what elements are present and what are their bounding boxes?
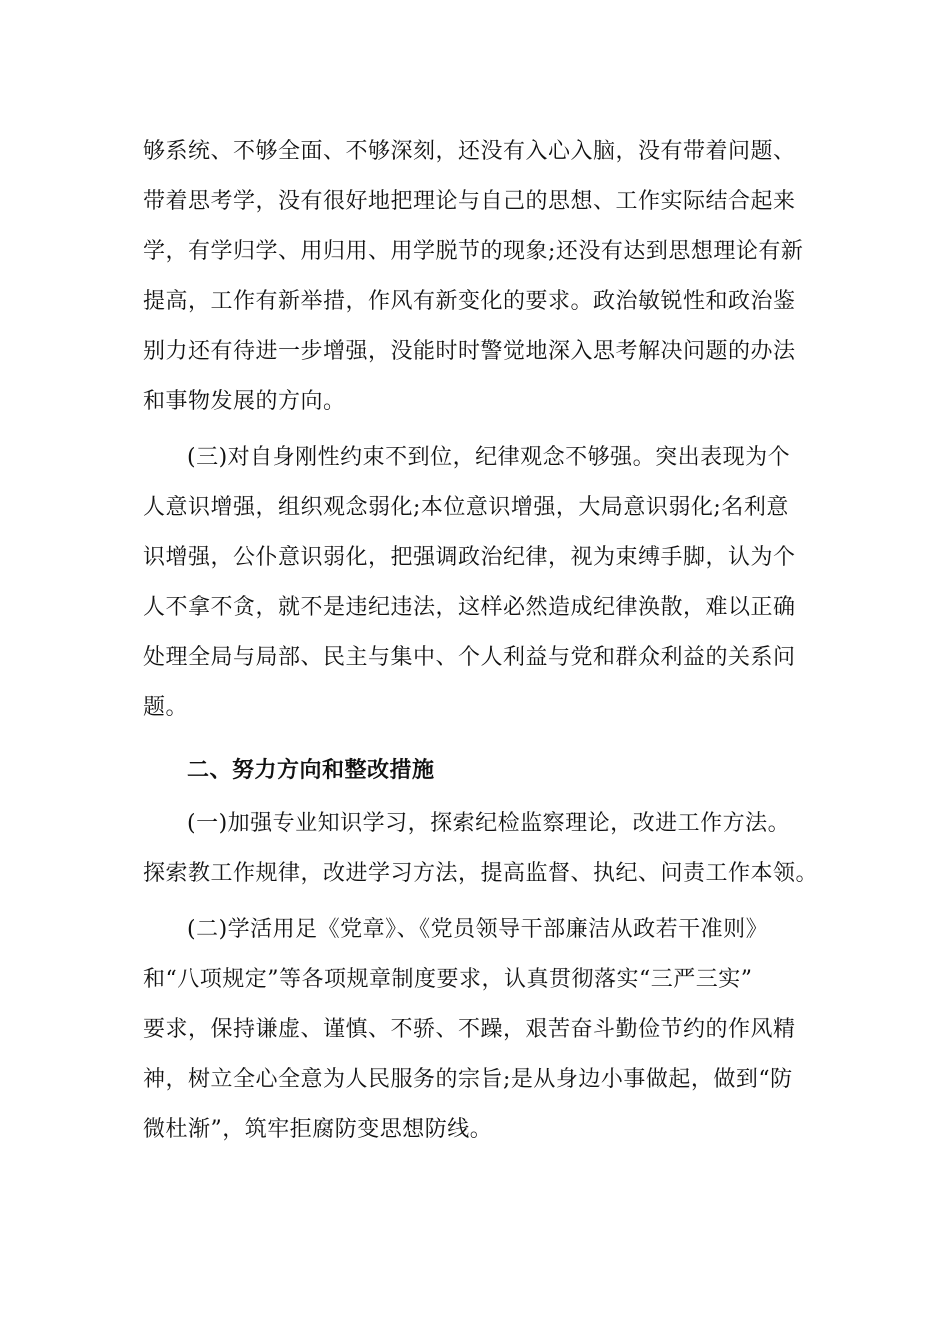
paragraph-line: (三)对自身刚性约束不到位，纪律观念不够强。突出表现为个 — [187, 445, 791, 470]
paragraph-line: 探索教工作规律，改进学习方法，提高监督、执纪、问责工作本领。 — [143, 861, 819, 886]
paragraph-line: 别力还有待进一步增强，没能时时警觉地深入思考解决问题的办法 — [143, 339, 796, 364]
paragraph-line: (二)学活用足《党章》、《党员领导干部廉洁从政若干准则》 — [187, 917, 769, 942]
paragraph-line: 要求，保持谦虚、谨慎、不骄、不躁，艰苦奋斗勤俭节约的作风精 — [143, 1017, 796, 1042]
paragraph-line: (一)加强专业知识学习，探索纪检监察理论，改进工作方法。 — [187, 811, 791, 836]
paragraph-line: 神，树立全心全意为人民服务的宗旨;是从身边小事做起，做到“防 — [143, 1067, 793, 1092]
paragraph-line: 够系统、不够全面、不够深刻，还没有入心入脑，没有带着问题、 — [143, 139, 796, 164]
paragraph-line: 人不拿不贪，就不是违纪违法，这样必然造成纪律涣散，难以正确 — [143, 595, 796, 620]
paragraph-line: 和事物发展的方向。 — [143, 389, 346, 414]
paragraph-line: 带着思考学，没有很好地把理论与自己的思想、工作实际结合起来 — [143, 189, 796, 214]
paragraph-line: 识增强，公仆意识弱化，把强调政治纪律，视为束缚手脚，认为个 — [143, 545, 796, 570]
paragraph-line: 提高，工作有新举措，作风有新变化的要求。政治敏锐性和政治鉴 — [143, 289, 796, 314]
paragraph-line: 人意识增强，组织观念弱化;本位意识增强，大局意识弱化;名利意 — [143, 495, 789, 520]
paragraph-line: 处理全局与局部、民主与集中、个人利益与党和群众利益的关系问 — [143, 645, 796, 670]
paragraph-line: 题。 — [143, 695, 189, 720]
paragraph-line: 和“八项规定”等各项规章制度要求，认真贯彻落实“三严三实” — [143, 967, 753, 992]
paragraph-line: 微杜渐”，筑牢拒腐防变思想防线。 — [143, 1117, 493, 1142]
section-heading: 二、努力方向和整改措施 — [187, 757, 435, 783]
paragraph-line: 学，有学归学、用归用、用学脱节的现象;还没有达到思想理论有新 — [143, 239, 804, 264]
